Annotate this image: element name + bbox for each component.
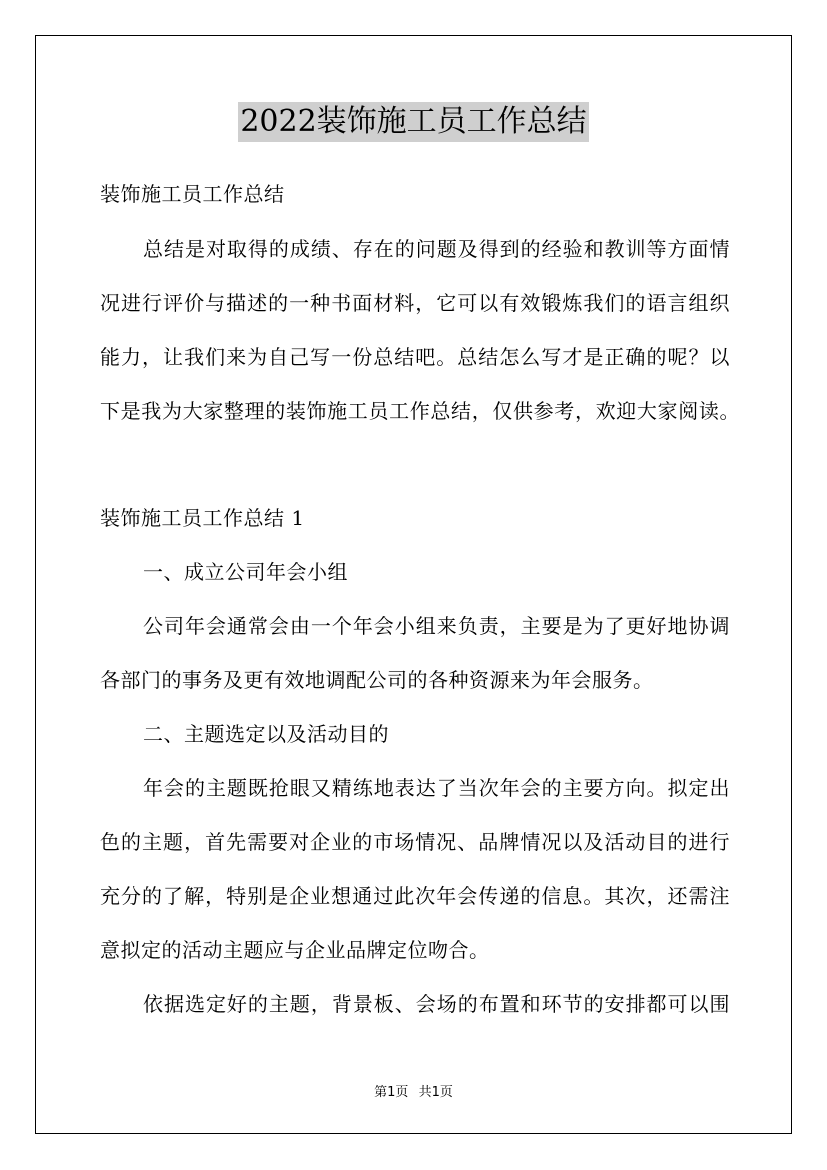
para-2-line-3: 充分的了解，特别是企业想通过此次年会传递的信息。其次，还需注: [100, 884, 730, 908]
heading-1: 一、成立公司年会小组: [143, 560, 348, 584]
document-subtitle: 装饰施工员工作总结: [100, 182, 285, 206]
intro-line-1: 总结是对取得的成绩、存在的问题及得到的经验和教训等方面情: [143, 237, 730, 261]
document-title: 2022装饰施工员工作总结: [238, 102, 588, 142]
para-1-line-1: 公司年会通常会由一个年会小组来负责，主要是为了更好地协调: [143, 614, 730, 638]
section-title: 装饰施工员工作总结 1: [100, 506, 305, 530]
page-footer: [0, 1084, 827, 1102]
page-number: 第1页: [374, 1085, 409, 1100]
para-2-line-4: 意拟定的活动主题应与企业品牌定位吻合。: [100, 938, 490, 962]
page-total: 共1页: [418, 1085, 453, 1100]
para-1-line-2: 各部门的事务及更有效地调配公司的各种资源来为年会服务。: [100, 668, 654, 692]
para-3-line-1: 依据选定好的主题，背景板、会场的布置和环节的安排都可以围: [143, 992, 730, 1016]
para-2-line-1: 年会的主题既抢眼又精练地表达了当次年会的主要方向。拟定出: [143, 776, 730, 800]
intro-line-3: 能力，让我们来为自己写一份总结吧。总结怎么写才是正确的呢？以: [100, 345, 730, 369]
heading-2: 二、主题选定以及活动目的: [143, 722, 389, 746]
intro-line-2: 况进行评价与描述的一种书面材料，它可以有效锻炼我们的语言组织: [100, 291, 730, 315]
intro-line-4: 下是我为大家整理的装饰施工员工作总结，仅供参考，欢迎大家阅读。: [100, 399, 740, 423]
title-container: [0, 102, 827, 142]
para-2-line-2: 色的主题，首先需要对企业的市场情况、品牌情况以及活动目的进行: [100, 830, 730, 854]
